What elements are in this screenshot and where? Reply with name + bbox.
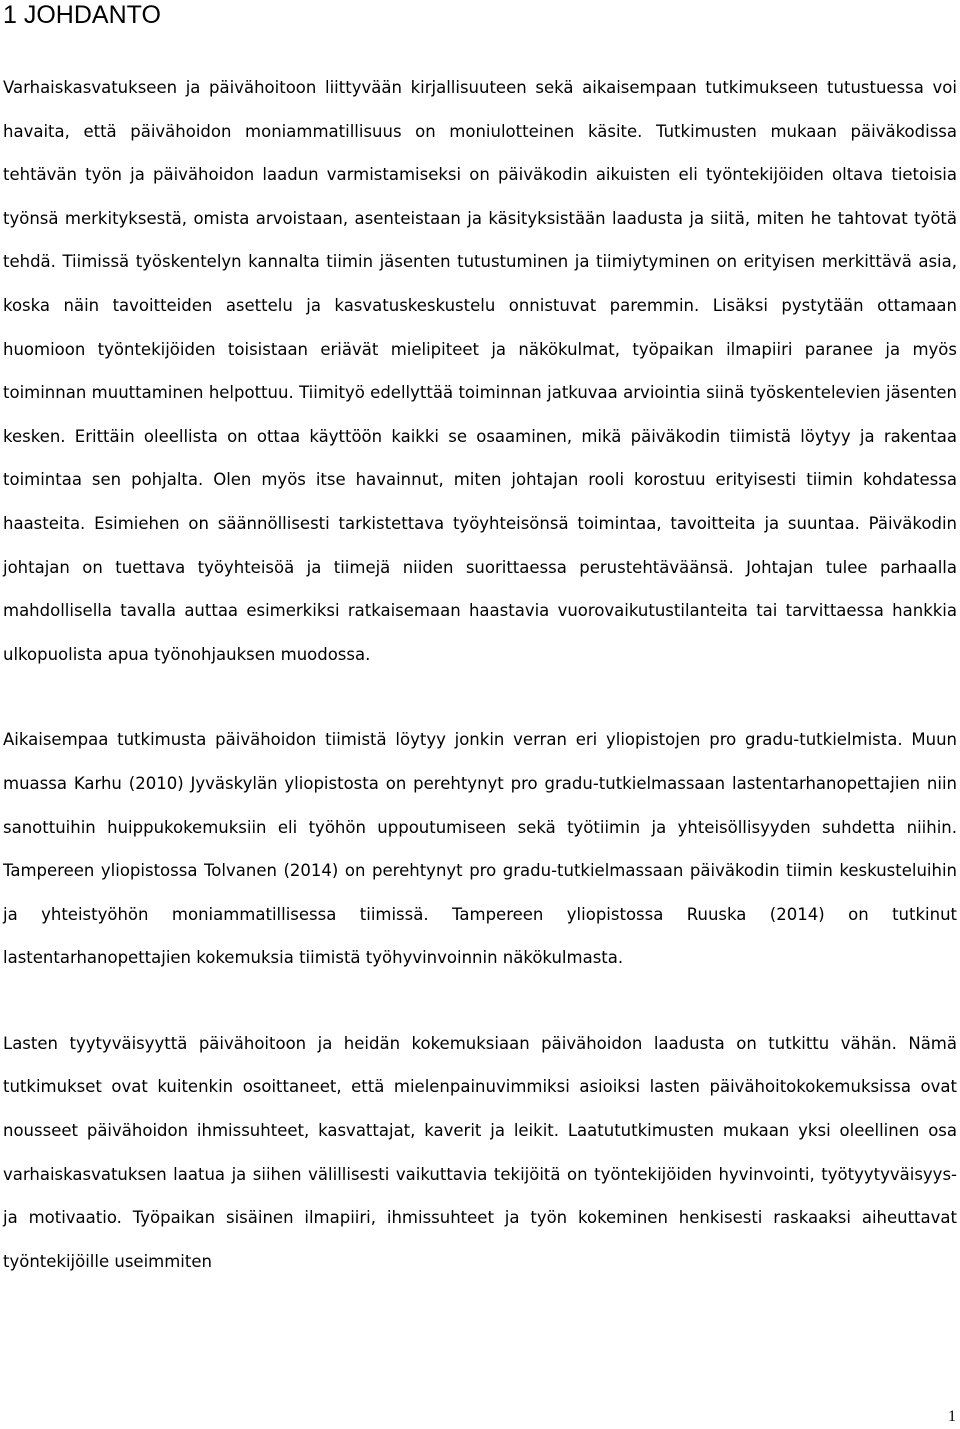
paragraph-intro: Varhaiskasvatukseen ja päivähoitoon liittyvään kirjallisuuteen sekä aikaisempaan tutkimukseen tutustuessa voi havaita, että päivähoidon moniammatillisuus on moniulotteinen käsite. Tutkimusten mukaan päiväkodissa tehtävän työn ja päivähoidon laadun varmistamiseksi on päiväkodin aikuisten eli työntekijöiden oltava tietoisia työnsä merkityksestä, omista arvoistaan, asenteistaan ja käsityksistään laadusta ja siitä, miten he tahtovat työtä tehdä. Tiimissä työskentelyn kannalta tiimin jäsenten tutustuminen ja tiimiytyminen on erityisen merkittävä asia, koska näin tavoitteiden asettelu ja kasvatuskeskustelu onnistuvat paremmin. Lisäksi pystytään ottamaan huomioon työntekijöiden toisistaan eriävät mielipiteet ja näkökulmat, työpaikan ilmapiiri paranee ja myös toiminnan muuttaminen helpottuu. Tiimityö edellyttää toiminnan jatkuvaa arviointia siinä työskentelevien jäsenten kesken. Erittäin oleellista on ottaa käyttöön kaikki se osaaminen, mikä päiväkodin tiimistä löytyy ja rakentaa toimintaa sen pohjalta. Olen myös itse havainnut, miten johtajan rooli korostuu erityisesti tiimin kohdatessa haasteita. Esimiehen on säännöllisesti tarkistettava työyhteisönsä toimintaa, tavoitteita ja suuntaa. Päiväkodin johtajan on tuettava työyhteisöä ja tiimejä niiden suorittaessa perustehtäväänsä. Johtajan tulee parhaalla mahdollisella tavalla auttaa esimerkiksi ratkaisemaan haastavia vuorovaikutustilanteita tai tarvittaessa hankkia ulkopuolista apua työnohjauksen muodossa. <box>3 78 957 664</box>
document-page <box>3 0 957 1283</box>
paragraph-children-satisfaction: Lasten tyytyväisyyttä päivähoitoon ja heidän kokemuksiaan päivähoidon laadusta on tutkittu vähän. Nämä tutkimukset ovat kuitenkin osoittaneet, että mielenpainuvimmiksi asioiksi lasten päivähoitokokemuksissa ovat nousseet päivähoidon ihmissuhteet, kasvattajat, kaverit ja leikit. Laatututkimusten mukaan yksi oleellinen osa varhaiskasvatuksen laatua ja siihen välillisesti vaikuttavia tekijöitä on työntekijöiden hyvinvointi, työtyytyväisyys- ja motivaatio. Työpaikan sisäinen ilmapiiri, ihmissuhteet ja työn kokeminen henkisesti raskaaksi aiheuttavat työntekijöille useimmiten <box>3 1033 957 1271</box>
page-number: 1 <box>948 1408 956 1425</box>
chapter-heading: 1 JOHDANTO <box>3 1 161 29</box>
paragraph-previous-research: Aikaisempaa tutkimusta päivähoidon tiimistä löytyy jonkin verran eri yliopistojen pro gradu-tutkielmista. Muun muassa Karhu (2010) Jyväskylän yliopistosta on perehtynyt pro gradu-tutkielmassaan lastentarhanopettajien niin sanottuihin huippukokemuksiin eli työhön uppoutumiseen sekä työtiimin ja yhteisöllisyyden suhdetta niihin. Tampereen yliopistossa Tolvanen (2014) on perehtynyt pro gradu-tutkielmassaan päiväkodin tiimin keskusteluihin ja yhteistyöhön moniammatillisessa tiimissä. Tampereen yliopistossa Ruuska (2014) on tutkinut lastentarhanopettajien kokemuksia tiimistä työhyvinvoinnin näkökulmasta. <box>3 730 957 968</box>
